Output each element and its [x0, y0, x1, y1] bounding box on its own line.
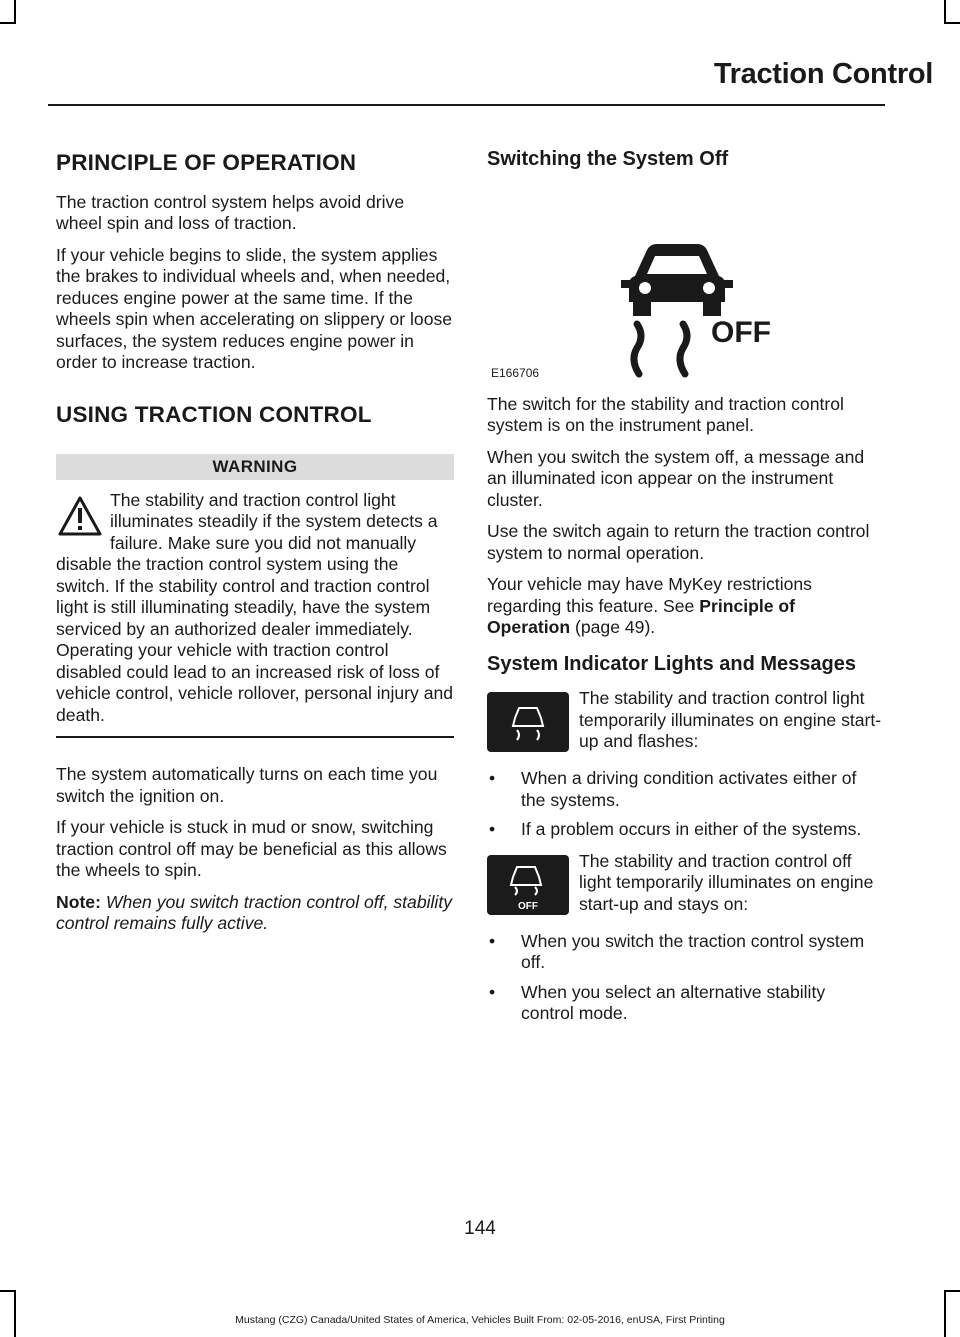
traction-off-light-icon: [487, 855, 569, 915]
warning-text: The stability and traction control light illuminates steadily if the system detects a failure. Make sure you did not manually disable the traction control system using the switch. If the stability control and traction control light is still illuminating steadily, have the system serviced by an authorized dealer immediately. Operating your vehicle with traction control disabled could lead to an increased risk of loss of vehicle control, vehicle rollover, personal injury and death.: [56, 489, 454, 725]
crop-mark: [0, 1290, 16, 1292]
crop-mark: [14, 0, 16, 22]
paragraph-mykey: [487, 574, 882, 639]
footer-text: Mustang (CZG) Canada/United States of America, Vehicles Built From: 02-05-2016, enUSA, First Printing: [235, 1314, 725, 1326]
cross-reference-link[interactable]: Principle of Operation: [487, 595, 796, 638]
section-heading-indicator: System Indicator Lights and Messages: [487, 652, 856, 675]
paragraph: When you switch the system off, a message and an illuminated icon appear on the instrument cluster.: [487, 446, 865, 510]
off-label: OFF: [518, 900, 538, 912]
crop-mark: [944, 1290, 960, 1292]
list-item: • When you switch the traction control system off.: [487, 931, 882, 974]
left-column: [56, 140, 454, 945]
warning-box: [56, 490, 454, 739]
right-column: [487, 140, 882, 1035]
paragraph: If your vehicle is stuck in mud or snow, switching traction control off may be beneficial as this allows the wheels to spin.: [56, 817, 447, 881]
indicator-text: The stability and traction control light temporarily illuminates on engine start-up and flashes:: [579, 688, 882, 752]
figure-code: E166706: [491, 365, 540, 380]
traction-light-icon: [487, 692, 569, 752]
paragraph: If your vehicle begins to slide, the system applies the brakes to individual wheels and, when needed, reduces engine power at the same time. If the wheels spin when accelerating on slippery or loose surfaces, the system reduces engine power in order to increase traction.: [56, 244, 453, 373]
section-heading-principle: PRINCIPLE OF OPERATION: [56, 150, 357, 175]
crop-mark: [944, 0, 946, 22]
bullet-list: [487, 931, 882, 1025]
page-number: 144: [464, 1218, 496, 1239]
header-rule: [48, 104, 885, 106]
list-item: • If a problem occurs in either of the systems.: [487, 819, 882, 841]
traction-off-light-glyph: [487, 855, 569, 915]
traction-off-figure: [487, 184, 882, 384]
list-item: • When a driving condition activates either of the systems.: [487, 768, 882, 811]
crop-mark: [0, 22, 16, 24]
traction-light-glyph: [487, 692, 569, 752]
section-heading-using: USING TRACTION CONTROL: [56, 401, 372, 427]
off-text: OFF: [711, 315, 771, 349]
mykey-text: Your vehicle may have MyKey restrictions regarding this feature. See: [487, 574, 812, 616]
bullet-list: [487, 768, 882, 841]
warning-triangle-icon: [56, 494, 110, 538]
paragraph: The system automatically turns on each time you switch the ignition on.: [56, 764, 438, 806]
indicator-text: The stability and traction control off light temporarily illuminates on engine start-up and stays on:: [579, 850, 874, 914]
note-text: When you switch traction control off, stability control remains fully active.: [56, 891, 453, 934]
paragraph: The switch for the stability and traction control system is on the instrument panel.: [487, 393, 844, 436]
paragraph: Use the switch again to return the traction control system to normal operation.: [487, 521, 870, 563]
note-label: Note:: [56, 891, 101, 912]
list-item: • When you select an alternative stability control mode.: [487, 982, 882, 1025]
traction-control-off-icon: [487, 184, 882, 384]
page-reference: (page 49).: [570, 617, 656, 638]
indicator-row: [487, 851, 882, 921]
section-heading-switching: Switching the System Off: [487, 148, 729, 170]
page-title: Traction Control: [713, 58, 933, 90]
note: [56, 892, 454, 935]
crop-mark: [944, 22, 960, 24]
warning-label: WARNING: [56, 454, 454, 480]
indicator-row: [487, 688, 882, 758]
paragraph: The traction control system helps avoid drive wheel spin and loss of traction.: [56, 191, 405, 234]
